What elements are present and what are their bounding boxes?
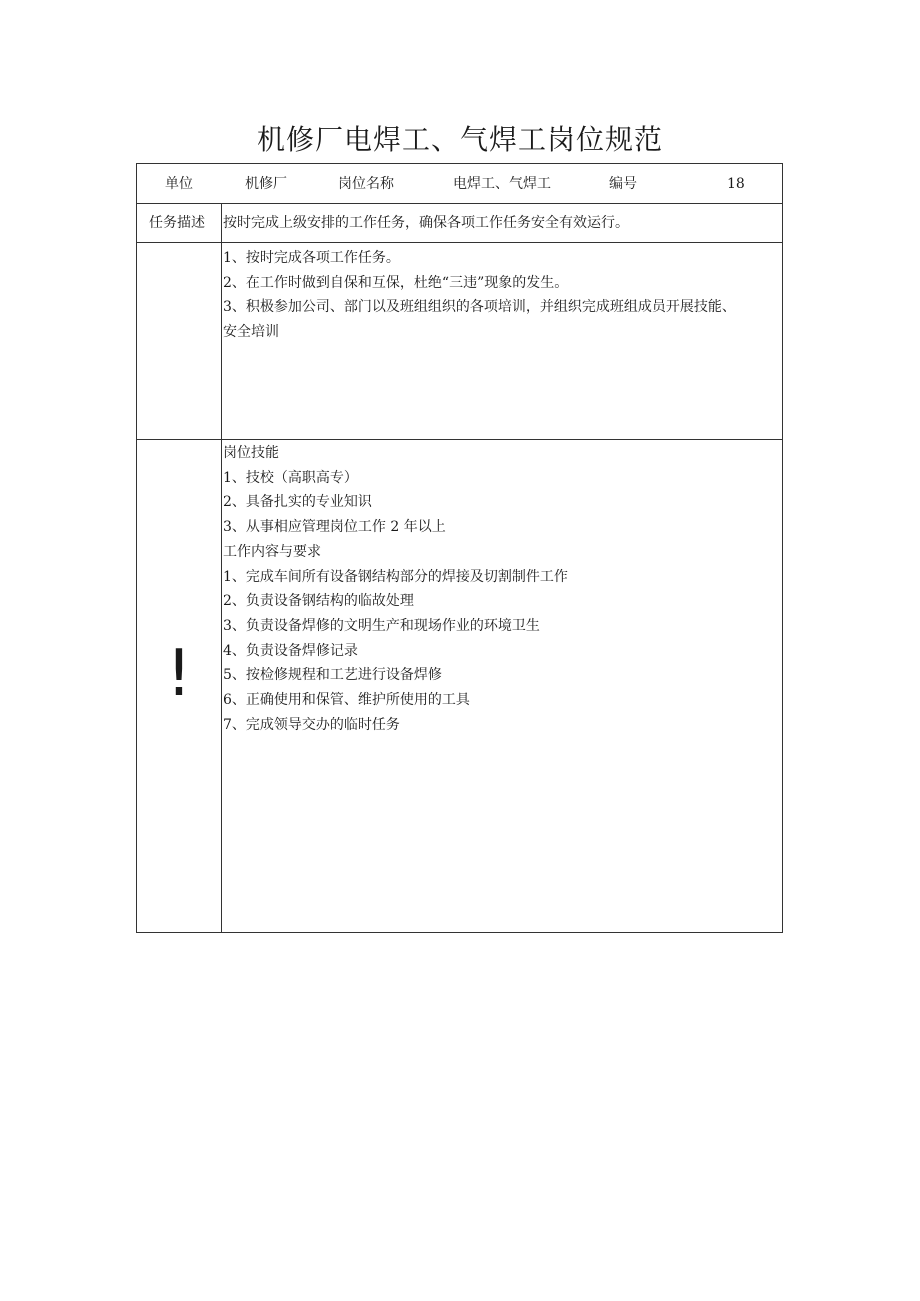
task-text: 按时完成上级安排的工作任务，确保各项工作任务安全有效运行。 — [223, 215, 629, 231]
task-row — [137, 204, 782, 243]
column-divider — [221, 203, 222, 932]
skills-heading: 岗位技能 — [223, 445, 279, 461]
number-value: 18 — [727, 176, 745, 192]
duties-list — [223, 246, 736, 345]
number-label: 编号 — [609, 176, 637, 192]
unit-label: 单位 — [165, 176, 193, 192]
job-spec-table — [136, 163, 783, 933]
work-content-heading: 工作内容与要求 — [223, 543, 321, 560]
duty-line: 2、在工作时做到自保和互保，杜绝“三违”现象的发生。 — [223, 274, 569, 291]
duty-line: 安全培训 — [223, 324, 279, 341]
work-line: 7、完成领导交办的临时任务 — [223, 716, 400, 733]
work-line: 5、按检修规程和工艺进行设备焊修 — [223, 667, 442, 684]
exclamation-mark: ! — [166, 637, 192, 711]
post-name-value: 电焊工、气焊工 — [453, 176, 551, 192]
skill-line: 1、技校（高职高专） — [223, 469, 358, 486]
header-row — [137, 164, 782, 204]
unit-value: 机修厂 — [245, 176, 287, 192]
work-line: 1、完成车间所有设备钢结构部分的焊接及切割制件工作 — [223, 568, 568, 585]
work-line: 4、负责设备焊修记录 — [223, 642, 358, 659]
duties-row — [137, 243, 782, 440]
work-line: 6、正确使用和保管、维护所使用的工具 — [223, 692, 470, 709]
skill-line: 3、从事相应管理岗位工作 2 年以上 — [223, 519, 446, 536]
work-line: 2、负责设备钢结构的临故处理 — [223, 593, 414, 610]
skills-list — [223, 441, 568, 737]
duty-line: 1、按时完成各项工作任务。 — [223, 250, 400, 266]
skill-line: 2、具备扎实的专业知识 — [223, 494, 372, 511]
document-title: 机修厂电焊工、气焊工岗位规范 — [256, 123, 663, 156]
work-line: 3、负责设备焊修的文明生产和现场作业的环境卫生 — [223, 617, 540, 634]
skills-row — [137, 440, 782, 934]
task-label: 任务描述 — [149, 215, 205, 231]
duty-line: 3、积极参加公司、部门以及班组组织的各项培训，并组织完成班组成员开展技能、 — [223, 299, 736, 316]
post-name-label: 岗位名称 — [338, 176, 394, 192]
